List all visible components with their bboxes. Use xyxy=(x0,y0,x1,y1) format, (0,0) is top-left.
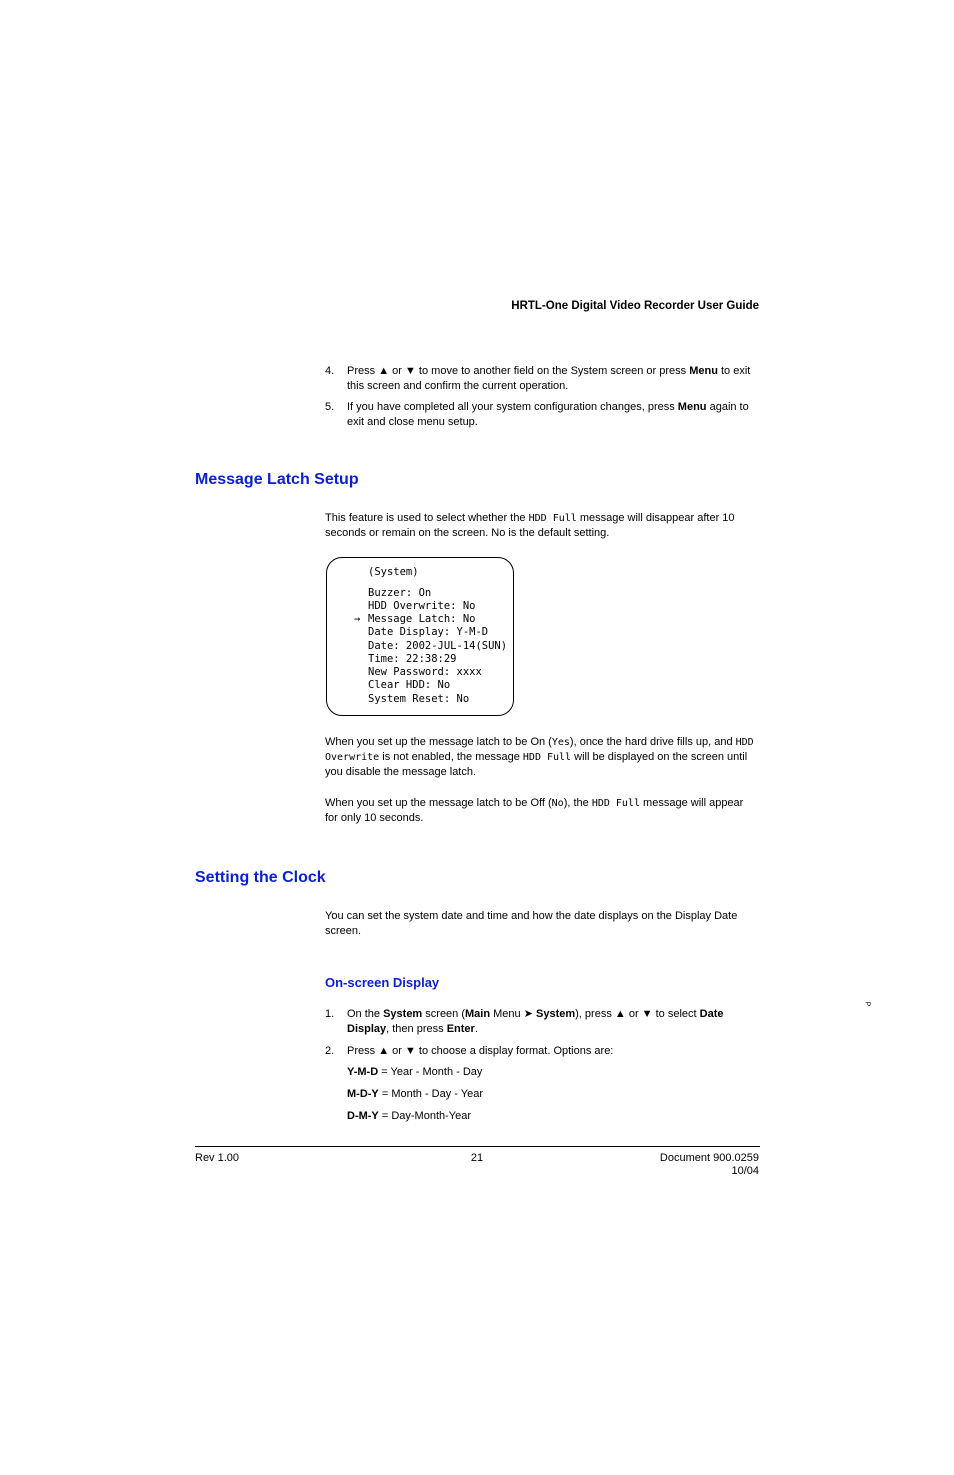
list-item xyxy=(325,1044,760,1059)
paragraph: When you set up the message latch to be On (Yes), once the hard drive fills up, and HDD Overwrite is not enabled, the message HDD Full will be displayed on the screen until you disable the message latch. xyxy=(325,736,754,778)
footer-date: 10/04 xyxy=(731,1165,759,1177)
step-text: Press ▲ or ▼ to move to another field on the System screen or press Menu to exit this screen and confirm the current operation. xyxy=(347,365,751,392)
paragraph: You can set the system date and time and how the date displays on the Display Date screen. xyxy=(325,910,738,937)
paragraph: This feature is used to select whether the HDD Full message will disappear after 10 seconds or remain on the screen. No is the default setting. xyxy=(325,512,735,539)
menu-arrow-icon: ➤ xyxy=(523,1008,533,1020)
screen-line: Clear HDD: No xyxy=(368,679,451,691)
screen-line: Time: 22:38:29 xyxy=(368,653,457,665)
selection-arrow-icon: → xyxy=(354,613,361,625)
up-arrow-icon: ▲ xyxy=(378,365,390,377)
up-arrow-icon: ▲ xyxy=(614,1008,626,1020)
list-item xyxy=(325,400,760,430)
format-option: D-M-Y = Day-Month-Year xyxy=(347,1110,472,1122)
format-option: Y-M-D = Year - Month - Day xyxy=(347,1066,483,1078)
list-item xyxy=(325,1007,760,1037)
screen-title: (System) xyxy=(368,566,419,578)
margin-mark: P xyxy=(863,1001,871,1007)
step-text: Press ▲ or ▼ to choose a display format. Options are: xyxy=(347,1045,614,1057)
screen-line: HDD Overwrite: No xyxy=(368,600,476,612)
format-option: M-D-Y = Month - Day - Year xyxy=(347,1088,484,1100)
screen-line: New Password: xxxx xyxy=(368,666,482,678)
screen-line: Message Latch: No xyxy=(368,613,476,625)
screen-line: Date: 2002-JUL-14(SUN) xyxy=(368,640,508,652)
section-title-setting-clock: Setting the Clock xyxy=(195,869,326,886)
down-arrow-icon: ▼ xyxy=(404,365,416,377)
footer-revision: Rev 1.00 xyxy=(195,1152,240,1164)
screen-line: Buzzer: On xyxy=(368,587,432,599)
list-item xyxy=(325,364,760,394)
footer-divider xyxy=(195,1146,760,1147)
down-arrow-icon: ▼ xyxy=(404,1045,416,1057)
step-number: 4. xyxy=(325,365,335,377)
down-arrow-icon: ▼ xyxy=(641,1008,653,1020)
step-number: 2. xyxy=(325,1045,335,1057)
section-title-message-latch: Message Latch Setup xyxy=(195,471,359,488)
footer-document-number: Document 900.0259 xyxy=(659,1152,759,1164)
running-header: HRTL-One Digital Video Recorder User Guide xyxy=(511,300,759,312)
step-number: 5. xyxy=(325,401,335,413)
step-number: 1. xyxy=(325,1008,335,1020)
step-text: If you have completed all your system configuration changes, press Menu again to exit and close menu setup. xyxy=(347,401,749,428)
subsection-title-onscreen-display: On-screen Display xyxy=(325,975,440,990)
footer-page-number: 21 xyxy=(470,1152,484,1164)
screen-line: System Reset: No xyxy=(368,693,470,705)
step-text: On the System screen (Main Menu ➤ System), press ▲ or ▼ to select Date Display, then press Enter. xyxy=(347,1008,724,1035)
screen-line: Date Display: Y-M-D xyxy=(368,626,489,638)
paragraph: When you set up the message latch to be Off (No), the HDD Full message will appear for only 10 seconds. xyxy=(325,797,744,824)
up-arrow-icon: ▲ xyxy=(378,1045,390,1057)
